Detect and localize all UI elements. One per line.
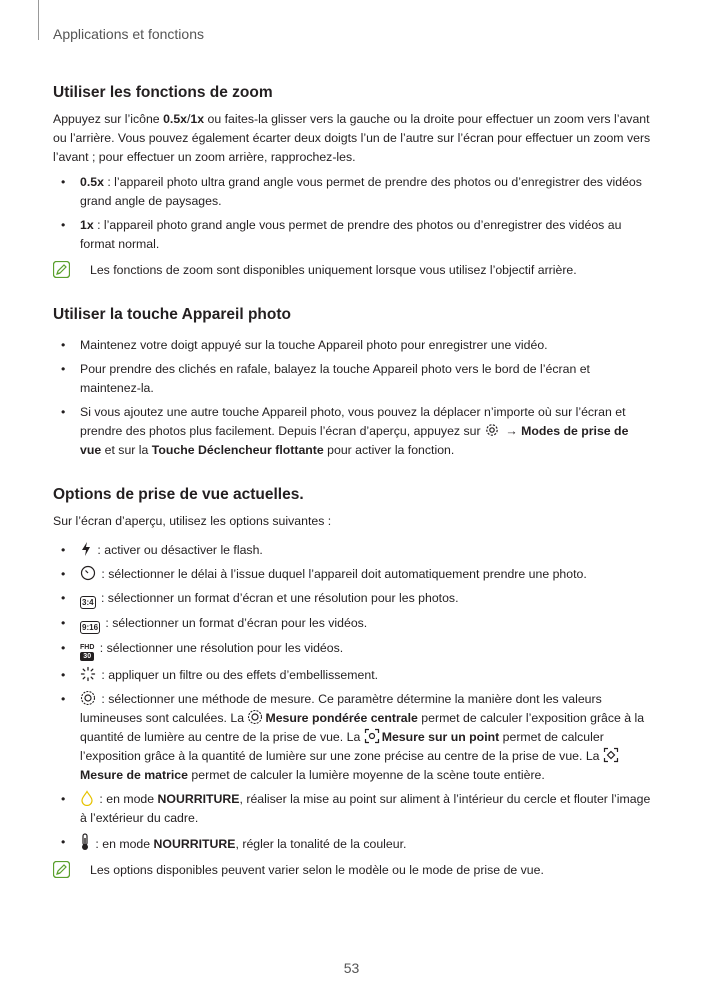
text-run: pour activer la fonction.	[323, 443, 455, 457]
camera-button-item	[53, 403, 653, 460]
text-run: : sélectionner une méthode de mesure. Ce paramètre détermine la manière dont les valeurs lumineuses sont calculées. La	[80, 692, 602, 725]
option-food-temperature	[53, 833, 653, 854]
bold-run: 1x	[190, 112, 205, 126]
filter-effects-icon	[80, 666, 96, 682]
text-run: ou faites-la glisser vers la gauche ou la droite pour effectuer un zoom vers l’avant ou l’arrière. Vous pouvez également écarter deux doigts l’un de l’autre sur l’écran pour effectuer un zoom vers l’avant ; pour effectuer un zoom arrière, rapprochez-les.	[53, 112, 651, 164]
bullet: •	[61, 338, 66, 352]
icon-label: FHD	[80, 644, 95, 651]
text-run: , régler la tonalité de la couleur.	[235, 837, 407, 851]
metering-icon	[80, 690, 96, 706]
zoom-list	[53, 173, 653, 254]
aspect-ratio-photo-icon: 3:4	[82, 598, 94, 607]
bullet: •	[61, 591, 66, 605]
options-list	[53, 541, 653, 854]
bold-run: NOURRITURE	[157, 792, 240, 806]
camera-button-item	[53, 336, 653, 355]
bullet: •	[61, 567, 66, 581]
page-number: 53	[343, 960, 360, 976]
text-run: Si vous ajoutez une autre touche Appareil photo, vous pouvez la déplacer n’importe où sur l’écran et prendre des photos plus facilement. Depuis l’écran d’aperçu, appuyez sur	[80, 405, 626, 438]
text-run: : activer ou désactiver le flash.	[94, 543, 263, 557]
options-heading: Options de prise de vue actuelles.	[53, 486, 304, 503]
bold-run: Mesure pondérée centrale	[265, 711, 418, 725]
running-head: Applications et fonctions	[53, 26, 204, 42]
text-run: : en mode	[92, 837, 154, 851]
note-icon	[53, 861, 70, 878]
option-ratio-photo	[53, 589, 653, 609]
thermometer-icon	[80, 833, 90, 851]
option-filter	[53, 666, 653, 685]
settings-gear-icon	[484, 422, 500, 438]
text-run: et sur la	[101, 443, 152, 457]
bold-run: NOURRITURE	[153, 837, 236, 851]
text-run: Maintenez votre doigt appuyé sur la touche Appareil photo pour enregistrer une vidéo.	[80, 338, 548, 352]
text-run: →	[501, 424, 522, 438]
options-note	[53, 861, 653, 880]
camera-button-item	[53, 360, 653, 398]
camera-button-heading: Utiliser la touche Appareil photo	[53, 306, 291, 323]
option-timer	[53, 565, 653, 584]
text-run: , réaliser la mise au point sur aliment à l’intérieur du cercle et flouter l’image à l’extérieur du cadre.	[80, 792, 651, 825]
option-food-focus	[53, 790, 653, 828]
text-run: Appuyez sur l’icône	[53, 112, 164, 126]
bold-run: Mesure de matrice	[80, 768, 188, 782]
text-run: Pour prendre des clichés en rafale, balayez la touche Appareil photo vers le bord de l’écran et maintenez-la.	[80, 362, 590, 395]
note-text: Les options disponibles peuvent varier selon le modèle ou le mode de prise de vue.	[90, 863, 544, 877]
text-run: permet de calculer l’exposition grâce à la quantité de lumière sur une zone précise au centre de la prise de vue. La	[80, 730, 604, 763]
bullet: •	[61, 543, 66, 557]
text-run: : en mode	[96, 792, 158, 806]
bold-run: 0.5x	[80, 175, 104, 189]
text-run: permet de calculer l’exposition grâce à la quantité de lumière au centre de la prise de vue. La	[80, 711, 645, 744]
option-flash	[53, 541, 653, 560]
bold-run: 1x	[80, 218, 94, 232]
zoom-item-ultrawide	[53, 173, 653, 211]
flash-icon	[80, 541, 92, 557]
zoom-note	[53, 261, 653, 280]
bullet: •	[61, 692, 66, 706]
camera-button-section	[53, 306, 653, 460]
options-intro: Sur l’écran d’aperçu, utilisez les options suivantes :	[53, 514, 332, 528]
text-run: : appliquer un filtre ou des effets d’embellissement.	[98, 668, 379, 682]
video-resolution-icon	[80, 644, 94, 661]
text-run: permet de calculer la lumière moyenne de la scène toute entière.	[188, 768, 545, 782]
zoom-heading: Utiliser les fonctions de zoom	[53, 84, 273, 101]
text-run: : sélectionner le délai à l’issue duquel l’appareil doit automatiquement prendre une photo.	[98, 567, 587, 581]
food-focus-drop-icon	[80, 790, 94, 806]
option-ratio-video	[53, 614, 653, 634]
bold-run: 0.5x	[163, 112, 187, 126]
bullet: •	[61, 175, 66, 189]
bullet: •	[61, 641, 66, 655]
bullet: •	[61, 792, 66, 806]
bold-run: Touche Déclencheur flottante	[151, 443, 324, 457]
icon-label: 30	[80, 652, 94, 661]
note-icon	[53, 261, 70, 278]
zoom-intro	[53, 110, 653, 167]
text-run: : sélectionner un format d’écran pour les vidéos.	[102, 616, 368, 630]
note-text: Les fonctions de zoom sont disponibles uniquement lorsque vous utilisez l’objectif arrière.	[90, 263, 577, 277]
text-run: : l’appareil photo grand angle vous permet de prendre des photos ou d’enregistrer des vidéos au format normal.	[80, 218, 622, 251]
aspect-ratio-video-icon: 9:16	[82, 623, 99, 632]
bullet: •	[61, 616, 66, 630]
matrix-metering-icon	[603, 747, 619, 763]
bullet: •	[61, 362, 66, 376]
center-weighted-metering-icon	[247, 709, 263, 725]
text-run: : sélectionner une résolution pour les vidéos.	[96, 641, 344, 655]
bullet: •	[61, 835, 66, 849]
text-run: /	[187, 112, 191, 126]
bullet: •	[61, 405, 66, 419]
camera-button-list	[53, 336, 653, 460]
option-metering	[53, 690, 653, 785]
bold-run: Mesure sur un point	[381, 730, 500, 744]
options-section	[53, 486, 653, 880]
bold-run: Modes de prise de vue	[80, 424, 629, 457]
bullet: •	[61, 218, 66, 232]
page-content	[53, 84, 653, 880]
text-run: : sélectionner un format d’écran et une résolution pour les photos.	[97, 591, 459, 605]
zoom-section	[53, 84, 653, 280]
bullet: •	[61, 668, 66, 682]
timer-icon	[80, 565, 96, 581]
text-run: : l’appareil photo ultra grand angle vous permet de prendre des photos ou d’enregistrer des vidéos grand angle de paysages.	[80, 175, 642, 208]
option-resolution-video	[53, 639, 653, 661]
spot-metering-icon	[364, 728, 380, 744]
page-rule	[38, 0, 39, 40]
zoom-item-wide	[53, 216, 653, 254]
